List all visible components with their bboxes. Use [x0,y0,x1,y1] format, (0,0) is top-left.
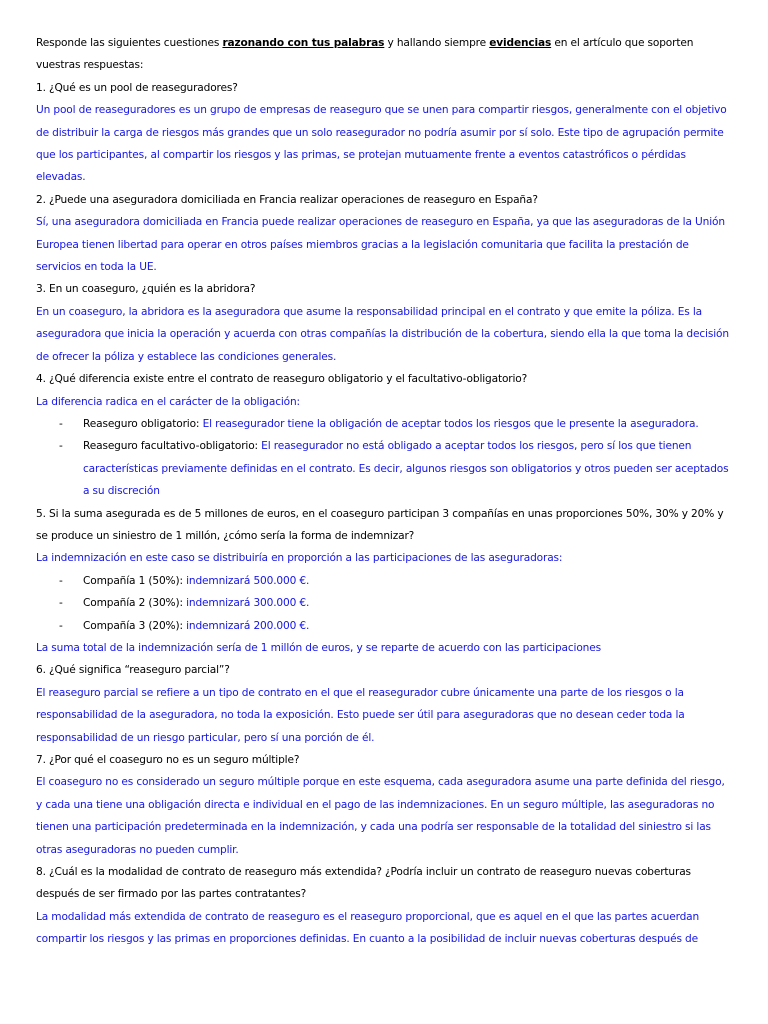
list-item [36,615,732,637]
question-8: 8. ¿Cuál es la modalidad de contrato de reaseguro más extendida? ¿Podría incluir un contrato de reaseguro nuevas coberturas después de ser firmado por las partes contratantes? [36,866,691,901]
answer-4: La diferencia radica en el carácter de la obligación: [36,395,300,408]
list-item-text: indemnizará 200.000 €. [186,619,310,632]
list-item-text: El reasegurador tiene la obligación de aceptar todos los riesgos que le presente la aseguradora. [202,417,699,430]
instructions-keyword: razonando con tus palabras [222,37,385,49]
list-item-label: Compañía 3 (20%): [83,619,187,632]
question-4: 4. ¿Qué diferencia existe entre el contrato de reaseguro obligatorio y el facultativo-obligatorio? [36,373,528,386]
list-item-text: indemnizará 500.000 €. [186,574,310,587]
list-dash: - [59,417,63,430]
question-6: 6. ¿Qué significa “reaseguro parcial”? [36,664,230,677]
instructions-keyword: evidencias [489,37,552,49]
answer-5-closing: La suma total de la indemnización sería de 1 millón de euros, y se reparte de acuerdo con las participaciones [36,641,601,654]
question-5: 5. Si la suma asegurada es de 5 millones de euros, en el coaseguro participan 3 compañías en unas proporciones 50%, 30% y 20% y se produce un siniestro de 1 millón, ¿cómo sería la forma de indemnizar? [36,507,724,542]
answer-2: Sí, una aseguradora domiciliada en Francia puede realizar operaciones de reaseguro en España, ya que las aseguradoras de la Unión Europea tienen libertad para operar en otros países miembros gracias a la legislación comunitaria que facilita la prestación de servicios en toda la UE. [36,216,725,274]
list-dash: - [59,574,63,587]
list-item-label: Reaseguro obligatorio: [83,417,203,430]
answer-1: Un pool de reaseguradores es un grupo de empresas de reaseguro que se unen para compartir riesgos, generalmente con el objetivo de distribuir la carga de riesgos más grandes que un solo reasegurador no podría asumir por sí solo. Este tipo de agrupación permite que los participantes, al compartir los riesgos y las primas, se protejan mutuamente frente a eventos catastróficos o pérdidas elevadas. [36,104,727,184]
list-dash: - [59,619,63,632]
list-item-label: Compañía 1 (50%): [83,574,187,587]
list-item-label: Compañía 2 (30%): [83,597,187,610]
instructions-text: y hallando siempre [384,37,490,49]
answer-5-list [36,570,732,637]
answer-5: La indemnización en este caso se distribuiría en proporción a las participaciones de las aseguradoras: [36,552,563,565]
list-item [36,435,732,502]
question-1: 1. ¿Qué es un pool de reaseguradores? [36,81,238,94]
answer-4-list [36,413,732,503]
list-item-label: Reaseguro facultativo-obligatorio: [83,440,262,453]
answer-6: El reaseguro parcial se refiere a un tipo de contrato en el que el reasegurador cubre únicamente una parte de los riesgos o la responsabilidad de la aseguradora, no toda la exposición. Esto puede ser útil para aseguradoras que no desean ceder toda la responsabilidad de un riesgo particular, pero sí una porción de él. [36,686,685,744]
list-item [36,413,732,435]
question-7: 7. ¿Por qué el coaseguro no es un seguro múltiple? [36,754,300,766]
instructions [36,32,732,77]
answer-3: En un coaseguro, la abridora es la aseguradora que asume la responsabilidad principal en el contrato y que emite la póliza. Es la aseguradora que inicia la operación y acuerda con otras compañías la distribución de la cobertura, siendo ella la que toma la decisión de ofrecer la póliza y establece las condiciones generales. [36,305,729,363]
instructions-text: Responde las siguientes cuestiones [36,37,223,49]
list-dash: - [59,440,63,453]
list-item [36,570,732,592]
list-item-text: El reasegurador no está obligado a aceptar todos los riesgos, pero sí los que tienen características previamente definidas en el contrato. Es decir, algunos riesgos son obligatorios y otros pueden ser aceptados a su discreción [83,440,729,498]
question-3: 3. En un coaseguro, ¿quién es la abridora? [36,283,256,296]
list-item-text: indemnizará 300.000 €. [186,597,310,610]
answer-8: La modalidad más extendida de contrato de reaseguro es el reaseguro proporcional, que es aquel en el que las partes acuerdan compartir los riesgos y las primas en proporciones definidas. En cuanto a la posibilidad de incluir nuevas coberturas después de [36,910,700,946]
list-dash: - [59,597,63,610]
instructions-text: en el artículo que soporten vuestras respuestas: [36,37,694,72]
list-item [36,592,732,614]
answer-7: El coaseguro no es considerado un seguro múltiple porque en este esquema, cada aseguradora asume una parte definida del riesgo, y cada una tiene una obligación directa e individual en el pago de las indemnizaciones. En un seguro múltiple, las aseguradoras no tienen una participación predeterminada en la indemnización, y cada una podría ser responsable de la totalidad del siniestro si las otras aseguradoras no pueden cumplir. [36,776,725,856]
question-2: 2. ¿Puede una aseguradora domiciliada en Francia realizar operaciones de reaseguro en España? [36,193,538,206]
